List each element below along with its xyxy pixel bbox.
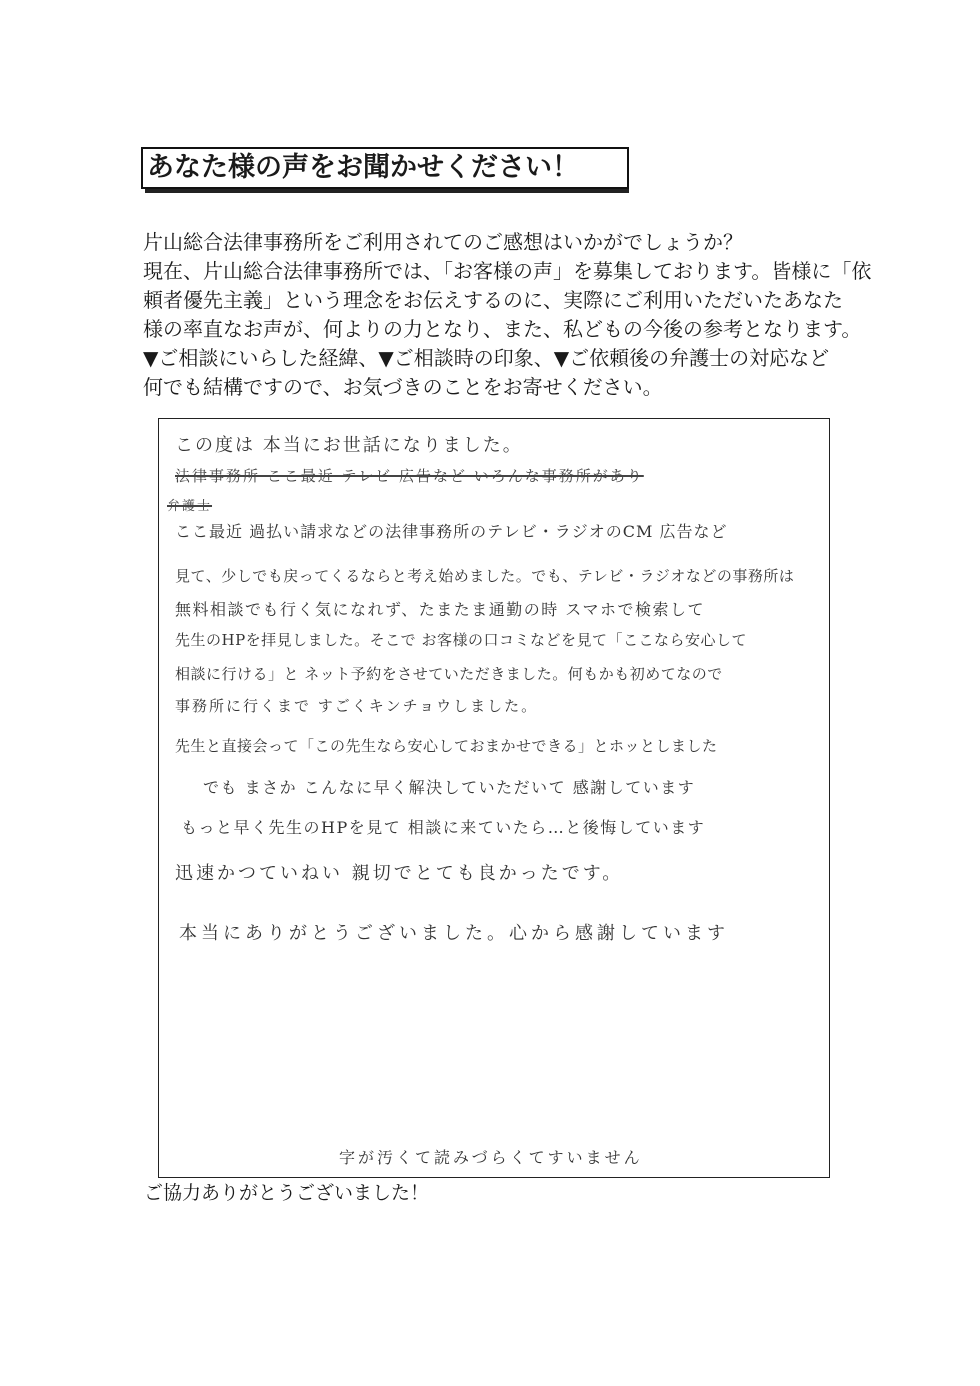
page-title: あなた様の声をお聞かせください！ — [141, 147, 629, 189]
handwritten-struck-line: 弁護士 — [167, 499, 213, 514]
intro-text — [143, 228, 872, 402]
handwritten-line: 相談に行ける」と ネット予約をさせていただきました。何もかも初めてなので — [175, 665, 723, 683]
intro-line: 片山総合法律事務所をご利用されてのご感想はいかがでしょうか？ — [143, 230, 743, 254]
handwritten-line: 本当にありがとうございました。心から感謝しています — [179, 923, 729, 944]
handwritten-comment-box — [158, 418, 830, 1178]
handwritten-line: 無料相談でも行く気になれず、たまたま通勤の時 スマホで検索して — [175, 600, 705, 619]
intro-line: 何でも結構ですので、お気づきのことをお寄せください。 — [143, 375, 663, 399]
handwritten-line: 事務所に行くまで すごくキンチョウしました。 — [175, 697, 539, 715]
handwritten-struck-line: 法律事務所 ここ最近 テレビ 広告など いろんな事務所があり — [175, 467, 644, 485]
handwritten-line: もっと早く先生のHPを見て 相談に来ていたら…と後悔しています — [181, 818, 706, 837]
handwritten-line: 先生のHPを拝見しました。そこで お客様の口コミなどを見て「ここなら安心して — [175, 631, 747, 649]
handwritten-line: この度は 本当にお世話になりました。 — [175, 435, 523, 456]
handwritten-line: 迅速かつていねい 親切でとても良かったです。 — [175, 863, 624, 884]
intro-line: 頼者優先主義」という理念をお伝えするのに、実際にご利用いただいたあなた — [143, 288, 843, 312]
handwritten-note: 字が汚くて読みづらくてすいません — [339, 1148, 643, 1167]
intro-line: ▼ご相談にいらした経緯、▼ご相談時の印象、▼ご依頼後の弁護士の対応など — [143, 346, 830, 370]
heading-frame — [141, 147, 625, 189]
intro-line: 現在、片山総合法律事務所では、「お客様の声」を募集しております。皆様に「依 — [143, 259, 872, 283]
handwritten-line: 先生と直接会って「この先生なら安心しておまかせできる」とホッとしました — [175, 737, 718, 755]
handwritten-line: 見て、少しでも戻ってくるならと考え始めました。でも、テレビ・ラジオなどの事務所は — [175, 567, 795, 585]
intro-line: 様の率直なお声が、何よりの力となり、また、私どもの今後の参考となります。 — [143, 317, 862, 341]
handwritten-line: でも まさか こんなに早く解決していただいて 感謝しています — [203, 778, 696, 797]
thank-you-footer: ご協力ありがとうございました！ — [144, 1182, 430, 1204]
handwritten-line: ここ最近 過払い請求などの法律事務所のテレビ・ラジオのCM 広告など — [175, 522, 728, 541]
